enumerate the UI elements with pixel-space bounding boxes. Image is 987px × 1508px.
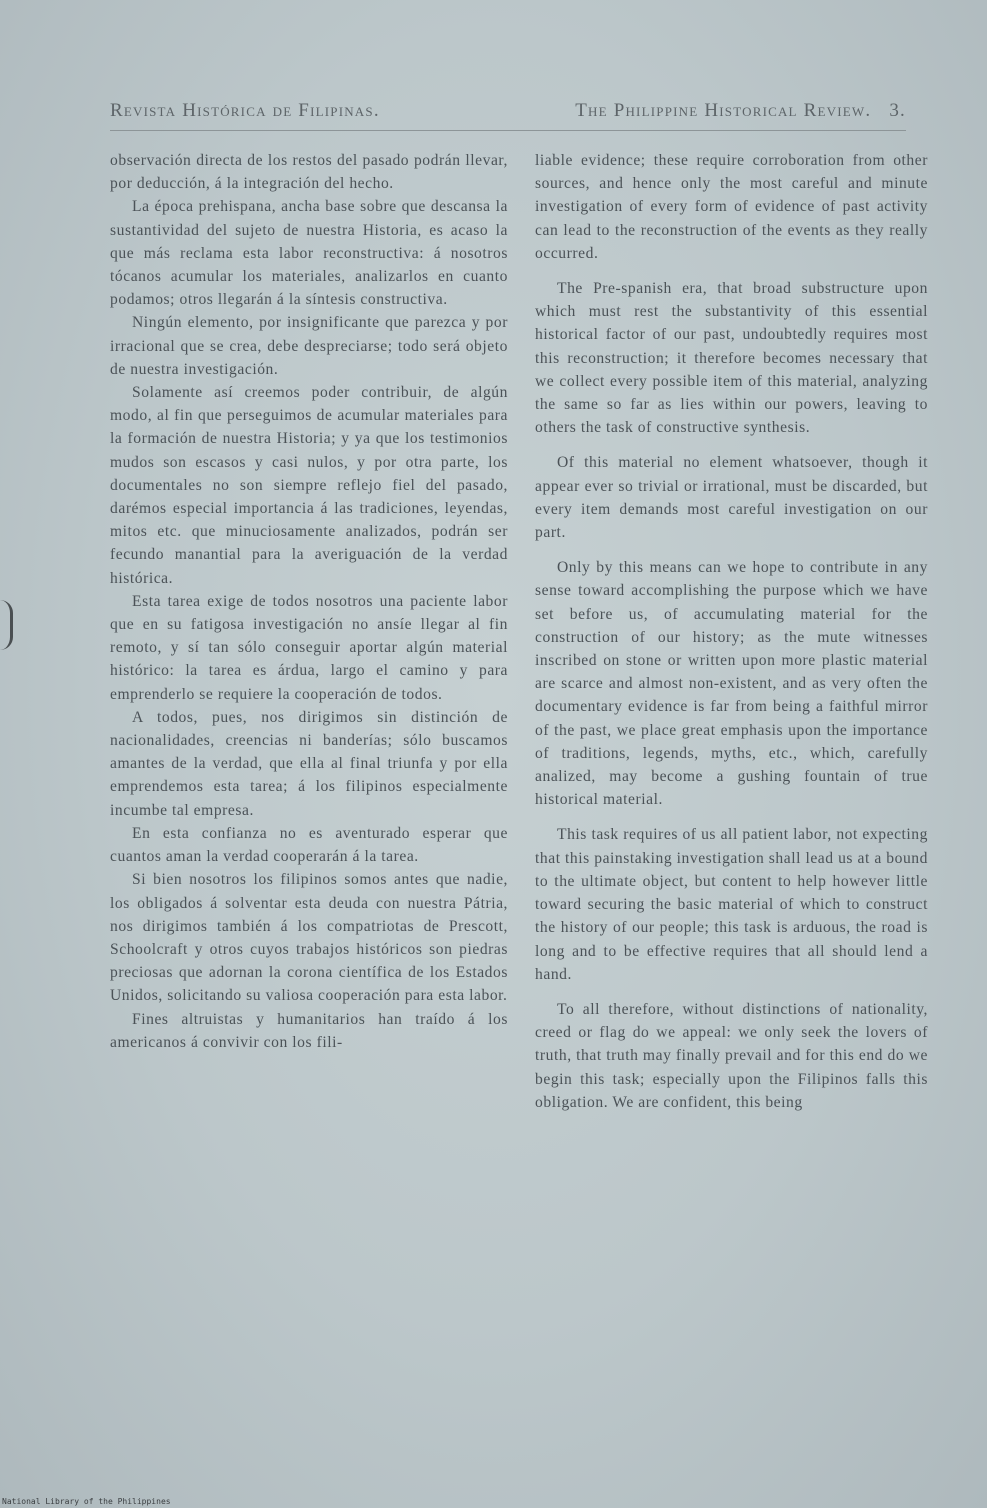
paragraph: En esta confianza no es aventurado esperar que cuantos aman la verdad cooperarán á la tarea. (110, 824, 508, 866)
paragraph: Only by this means can we hope to contribute in any sense toward accomplishing the purpose which we have set before us, of accumulating material for the construction of our history; as the mute witnesses inscribed on stone or written upon more plastic material are scarce and almost non-existent, and as very often the documentary evidence is far from being a faithful mirror of the past, we place great emphasis upon the importance of traditions, legends, myths, etc., which, carefully analized, may become a gushing fountain of true historical material. (535, 559, 928, 809)
paragraph: A todos, pues, nos dirigimos sin distinción de nacionalidades, creencias ni banderías; sólo buscamos amantes de la verdad, que ella al final triunfa y por ella emprendemos esta tarea; á los filipinos especialmente incumbe tal empresa. (110, 708, 508, 819)
spanish-column (110, 149, 508, 1054)
running-header (110, 96, 906, 131)
paragraph: Esta tarea exige de todos nosotros una paciente labor que en su fatigosa investigación no ansíe llegar al fin remoto, y sí tan sólo conseguir aportar algún material histórico: la tarea es árdua, largo el camino y para emprenderlo se requiere la cooperación de todos. (110, 592, 508, 703)
paragraph: liable evidence; these require corroboration from other sources, and hence only the most careful and minute investigation of every form of evidence of past activity can lead to the reconstruction of the events as they really occurred. (535, 152, 928, 262)
header-title-spanish: Revista Histórica de Filipinas. (110, 100, 380, 121)
binding-edge (0, 600, 13, 650)
paragraph: To all therefore, without distinctions of nationality, creed or flag do we appeal: we only seek the lovers of truth, that truth may finally prevail and for this end do we begin this task; especially upon the Filipinos falls this obligation. We are confident, this being (535, 1000, 928, 1111)
paragraph: Ningún elemento, por insignificante que parezca y por irracional que se crea, debe despreciarse; todo será objeto de nuestra investigación. (110, 314, 508, 378)
paragraph: Of this material no element whatsoever, though it appear ever so trivial or irrational, must be discarded, but every item demands most careful investigation on our part. (535, 454, 928, 542)
paragraph: Solamente así creemos poder contribuir, de algún modo, al fin que perseguimos de acumular materiales para la formación de nuestra Historia; y ya que los testimonios mudos son escasos y casi nulos, y por otra parte, los documentales no son siempre reflejo fiel del pasado, darémos especial importancia á las tradiciones, leyendas, mitos etc. que minuciosamente analizados, podrán ser fecundo manantial para la averiguación de la verdad histórica. (110, 384, 508, 587)
paragraph: Fines altruistas y humanitarios han traído á los americanos á convivir con los fili- (110, 1010, 508, 1051)
english-column (535, 149, 928, 1126)
library-credit: National Library of the Philippines (2, 1497, 171, 1506)
page-number: 3. (889, 100, 906, 121)
header-title-english-text: The Philippine Historical Review. (575, 100, 872, 121)
paragraph: The Pre-spanish era, that broad substructure upon which must rest the substantivity of this essential historical factor of our past, undoubtedly requires most this reconstruction; it therefore becomes necessary that we collect every possible item of this material, analyzing the same so far as lies within our powers, leaving to others the task of constructive synthesis. (535, 280, 928, 437)
header-title-english (575, 100, 906, 122)
paragraph: observación directa de los restos del pasado podrán llevar, por deducción, á la integración del hecho. (110, 152, 508, 193)
paragraph: Si bien nosotros los filipinos somos antes que nadie, los obligados á solventar esta deuda con nuestra Pátria, nos dirigimos también á los compatriotas de Prescott, Schoolcraft y otros cuyos trabajos históricos son piedras preciosas que adornan la corona científica de los Estados Unidos, solicitando su valiosa cooperación para esta labor. (110, 871, 508, 1005)
paragraph: This task requires of us all patient labor, not expecting that this painstaking investigation shall lead us at a bound to the ultimate object, but content to help however little toward securing the basic material of which to construct the history of our people; this task is arduous, the road is long and to be effective requires that all should lend a hand. (535, 826, 928, 983)
paragraph: La época prehispana, ancha base sobre que descansa la sustantividad del sujeto de nuestra Historia, es acaso la que más reclama esta labor reconstructiva: á nosotros tócanos acumular los materiales, analizarlos en cuanto podamos; otros llegarán á la síntesis constructiva. (110, 198, 508, 309)
